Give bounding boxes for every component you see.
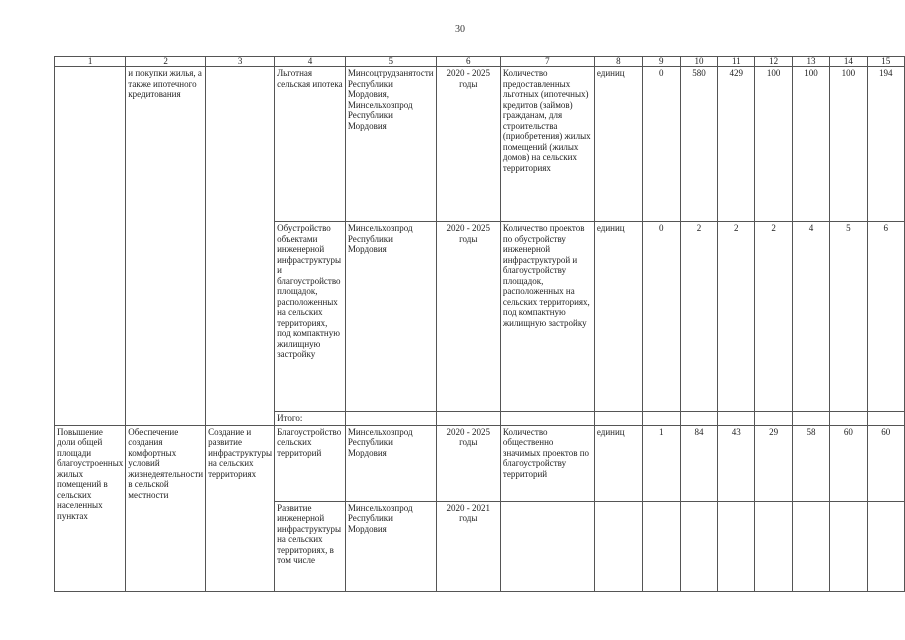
indicator-cell: Количество предоставленных льготных (ипотечных) кредитов (займов) гражданам, для строительства (приобретения) жилых помещений (жилых домов) на сельских территориях [500, 67, 594, 222]
header-cell: 8 [594, 57, 642, 67]
value-cell: 84 [680, 425, 717, 501]
unit-cell: единиц [594, 222, 642, 412]
target-cell: Повышение доли общей площади благоустроенных жилых помещений в сельских населенных пунктах [55, 425, 126, 591]
empty-cell [594, 412, 642, 426]
goal-cell: Обеспечение создания комфортных условий жизнедеятельности в сельской местности [126, 425, 206, 591]
value-cell: 194 [867, 67, 904, 222]
header-cell: 9 [642, 57, 680, 67]
empty-cell [755, 501, 792, 591]
value-cell: 2 [755, 222, 792, 412]
value-cell: 580 [680, 67, 717, 222]
empty-cell [436, 412, 500, 426]
activity-cell: Благоустройство сельских территорий [275, 425, 346, 501]
header-cell: 3 [206, 57, 275, 67]
header-cell: 2 [126, 57, 206, 67]
value-cell: 43 [718, 425, 755, 501]
executor-cell: Минсоцтрудзанятости Республики Мордовия, Минсельхозпрод Республики Мордовия [345, 67, 436, 222]
total-label: Итого: [275, 412, 346, 426]
empty-cell [867, 501, 904, 591]
value-cell: 4 [792, 222, 829, 412]
empty-cell [500, 501, 594, 591]
unit-cell: единиц [594, 67, 642, 222]
value-cell: 5 [830, 222, 867, 412]
unit-cell: единиц [594, 425, 642, 501]
header-cell: 1 [55, 57, 126, 67]
value-cell: 2 [718, 222, 755, 412]
executor-cell: Минсельхозпрод Республики Мордовия [345, 425, 436, 501]
header-cell: 15 [867, 57, 904, 67]
value-cell: 429 [718, 67, 755, 222]
activity-cell: Развитие инженерной инфраструктуры на сельских территориях, в том числе [275, 501, 346, 591]
empty-cell [680, 412, 717, 426]
table-row [55, 425, 905, 501]
activity-cell: Обустройство объектами инженерной инфраструктуры и благоустройство площадок, расположенных на сельских территориях, под компактную жилищную застройку [275, 222, 346, 412]
empty-cell [500, 412, 594, 426]
value-cell: 60 [830, 425, 867, 501]
empty-cell [792, 501, 829, 591]
executor-cell: Минсельхозпрод Республики Мордовия [345, 501, 436, 591]
header-cell: 7 [500, 57, 594, 67]
indicator-cell: Количество общественно значимых проектов по благоустройству территорий [500, 425, 594, 501]
value-cell: 60 [867, 425, 904, 501]
header-row [55, 57, 905, 67]
task-cell: Создание и развитие инфраструктуры на сельских территориях [206, 425, 275, 591]
header-cell: 5 [345, 57, 436, 67]
empty-cell [206, 67, 275, 426]
table-row [55, 67, 905, 222]
period-cell: 2020 - 2025 годы [436, 222, 500, 412]
header-cell: 6 [436, 57, 500, 67]
empty-cell [718, 501, 755, 591]
empty-cell [867, 412, 904, 426]
value-cell: 0 [642, 222, 680, 412]
value-cell: 2 [680, 222, 717, 412]
period-cell: 2020 - 2025 годы [436, 425, 500, 501]
header-cell: 12 [755, 57, 792, 67]
value-cell: 6 [867, 222, 904, 412]
period-cell: 2020 - 2021 годы [436, 501, 500, 591]
empty-cell [792, 412, 829, 426]
empty-cell [345, 412, 436, 426]
empty-cell [830, 412, 867, 426]
period-cell: 2020 - 2025 годы [436, 67, 500, 222]
empty-cell [718, 412, 755, 426]
header-cell: 4 [275, 57, 346, 67]
value-cell: 58 [792, 425, 829, 501]
empty-cell [642, 501, 680, 591]
value-cell: 100 [792, 67, 829, 222]
goal-cell: и покупки жилья, а также ипотечного кредитования [126, 67, 206, 426]
indicator-cell: Количество проектов по обустройству инженерной инфраструктурой и благоустройству площадок, расположенных на сельских территориях, под компактную жилищную застройку [500, 222, 594, 412]
empty-cell [680, 501, 717, 591]
value-cell: 1 [642, 425, 680, 501]
value-cell: 29 [755, 425, 792, 501]
empty-cell [642, 412, 680, 426]
program-table [54, 56, 905, 592]
empty-cell [755, 412, 792, 426]
header-cell: 11 [718, 57, 755, 67]
header-cell: 10 [680, 57, 717, 67]
value-cell: 100 [830, 67, 867, 222]
value-cell: 100 [755, 67, 792, 222]
page-number: 30 [455, 24, 465, 35]
header-cell: 14 [830, 57, 867, 67]
activity-cell: Льготная сельская ипотека [275, 67, 346, 222]
empty-cell [594, 501, 642, 591]
header-cell: 13 [792, 57, 829, 67]
executor-cell: Минсельхозпрод Республики Мордовия [345, 222, 436, 412]
value-cell: 0 [642, 67, 680, 222]
empty-cell [830, 501, 867, 591]
empty-cell [55, 67, 126, 426]
